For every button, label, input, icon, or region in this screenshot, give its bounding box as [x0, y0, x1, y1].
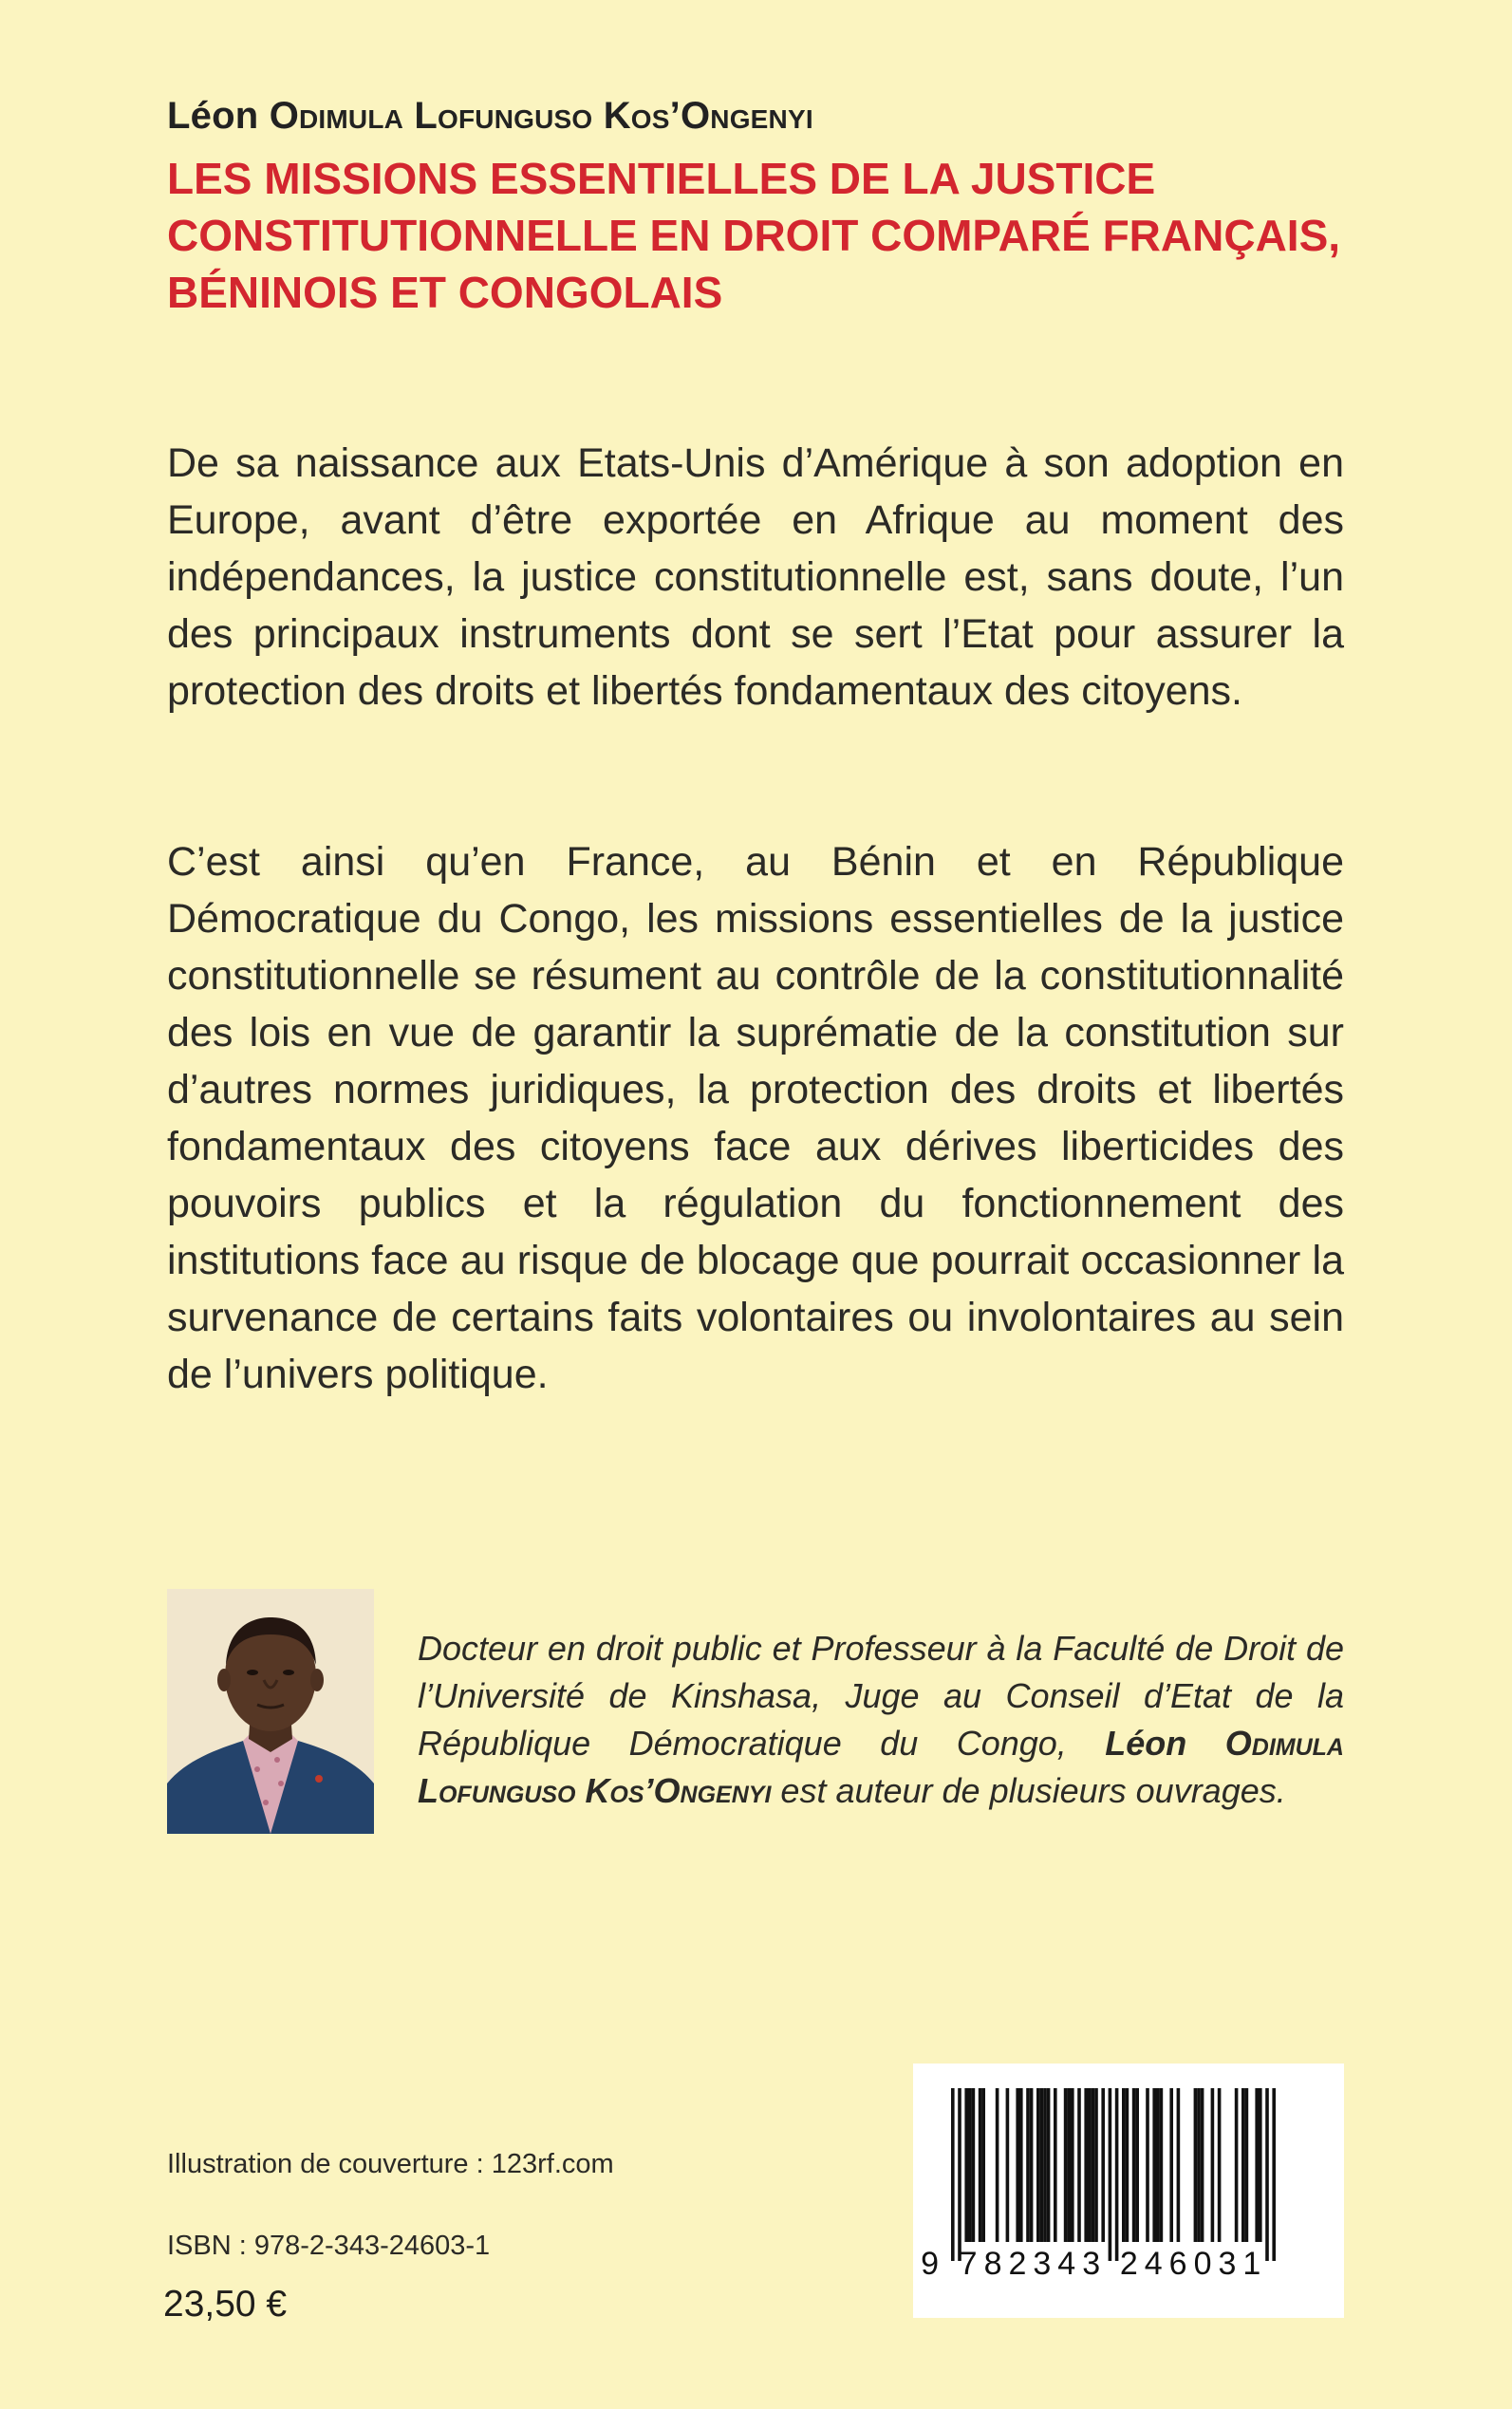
author-photo — [167, 1589, 374, 1834]
barcode-bar — [1088, 2088, 1092, 2242]
barcode-bar — [1101, 2088, 1105, 2242]
summary-paragraph-1: De sa naissance aux Etats-Unis d’Amérique à son adoption en Europe, avant d’être exportée en Afrique au moment des indépendances, la justice constitutionnelle est, sans doute, l’un des principaux instruments dont se sert l’Etat pour assurer la protection des droits et libertés fondamentaux des citoyens. — [167, 440, 1344, 714]
author-bio — [418, 1625, 1344, 1815]
barcode-bar — [958, 2088, 961, 2261]
barcode-bar — [1040, 2088, 1044, 2242]
barcode-bar — [1135, 2088, 1139, 2242]
barcode-bar — [1160, 2088, 1164, 2242]
barcode-digits: 782343 — [959, 2246, 1108, 2282]
barcode-bar — [1030, 2088, 1034, 2242]
author-last-names: Odimula Lofunguso Kos’Ongenyi — [269, 95, 813, 137]
isbn-number: ISBN : 978-2-343-24603-1 — [167, 2231, 491, 2261]
barcode-bar — [1194, 2088, 1198, 2242]
barcode-bar — [1077, 2088, 1081, 2242]
barcode-bar — [1026, 2088, 1030, 2242]
barcode-bar — [1064, 2088, 1068, 2242]
barcode-bar — [1092, 2088, 1095, 2242]
barcode-bar — [1272, 2088, 1276, 2261]
barcode-bar — [979, 2088, 982, 2242]
barcode-bar — [1235, 2088, 1239, 2242]
barcode-bar — [951, 2088, 955, 2261]
barcode-bar — [1054, 2088, 1057, 2242]
bio-intro: Docteur en droit public et Professeur à la Faculté de Droit de l’Université de Kinshasa, Juge au Conseil d’Etat de la République Démocratique du Congo, — [418, 1629, 1344, 1763]
barcode-bar — [1241, 2088, 1245, 2242]
author-first-name: Léon — [167, 95, 259, 137]
bio-outro: est auteur de plusieurs ouvrages. — [771, 1771, 1286, 1810]
barcode-bar — [1019, 2088, 1023, 2242]
barcode-bar — [968, 2088, 972, 2242]
barcode-bar — [1067, 2088, 1071, 2242]
barcode-bar — [1006, 2088, 1010, 2242]
barcode-bar — [1265, 2088, 1269, 2261]
summary-paragraph-2: C’est ainsi qu’en France, au Bénin et en République Démocratique du Congo, les missions essentielles de la justice constitutionnelle se résument au contrôle de la constitutionnalité des lois en vue de garantir la suprématie de la constitution sur d’autres normes juridiques, la protection des droits et libertés fondamentaux des citoyens face aux dérives liberticides des pouvoirs publics et la régulation du fonctionnement des institutions face au risque de blocage que pourrait occasionner la survenance de certains faits volontaires ou involontaires au sein de l’univers politique. — [167, 839, 1344, 1397]
cover-illustration-credit: Illustration de couverture : 123rf.com — [167, 2149, 614, 2179]
author-name — [167, 95, 1353, 138]
barcode-bar — [964, 2088, 968, 2242]
bio-author-first-name: Léon — [1105, 1724, 1187, 1763]
barcode-bar — [1177, 2088, 1181, 2242]
barcode-bar — [981, 2088, 985, 2242]
barcode-bar — [1152, 2088, 1156, 2242]
title-line-1: LES MISSIONS ESSENTIELLES DE LA JUSTICE — [167, 154, 1156, 203]
barcode-bar — [1146, 2088, 1149, 2242]
barcode-bar — [1094, 2088, 1098, 2242]
barcode-bar — [1043, 2088, 1047, 2242]
barcode-bar — [1218, 2088, 1222, 2242]
barcode-bar — [1201, 2088, 1204, 2242]
barcode-bar — [1109, 2088, 1112, 2261]
barcode-bar — [1245, 2088, 1249, 2242]
barcode-bar — [1122, 2088, 1126, 2242]
barcode-bar — [1197, 2088, 1201, 2242]
barcode-bar — [1169, 2088, 1173, 2242]
price: 23,50 € — [163, 2284, 288, 2325]
barcode-bar — [1047, 2088, 1051, 2242]
bio-author-last-names: Odimula Lofunguso Kos’Ongenyi — [418, 1724, 1344, 1810]
barcode-bar — [1156, 2088, 1160, 2242]
barcode-digits: 9 — [921, 2246, 945, 2282]
barcode-bar — [1126, 2088, 1129, 2242]
barcode-bar — [972, 2088, 976, 2242]
barcode-bar — [1016, 2088, 1019, 2242]
barcode-bar — [1132, 2088, 1136, 2242]
barcode-bar — [1259, 2088, 1262, 2242]
barcode-bar — [1036, 2088, 1040, 2242]
barcode-graphic — [913, 2064, 1344, 2318]
barcode-bar — [1084, 2088, 1088, 2242]
barcode-bar — [1071, 2088, 1074, 2242]
title-line-2: CONSTITUTIONNELLE EN DROIT COMPARÉ FRANÇAIS, — [167, 211, 1341, 260]
barcode-bar — [1255, 2088, 1259, 2242]
barcode-bar — [1211, 2088, 1215, 2242]
barcode-bar — [996, 2088, 999, 2242]
barcode-digits: 246031 — [1119, 2246, 1268, 2282]
isbn-barcode — [913, 2064, 1344, 2318]
barcode-bar — [1115, 2088, 1119, 2261]
book-title — [167, 150, 1363, 321]
title-line-3: BÉNINOIS ET CONGOLAIS — [167, 268, 723, 317]
